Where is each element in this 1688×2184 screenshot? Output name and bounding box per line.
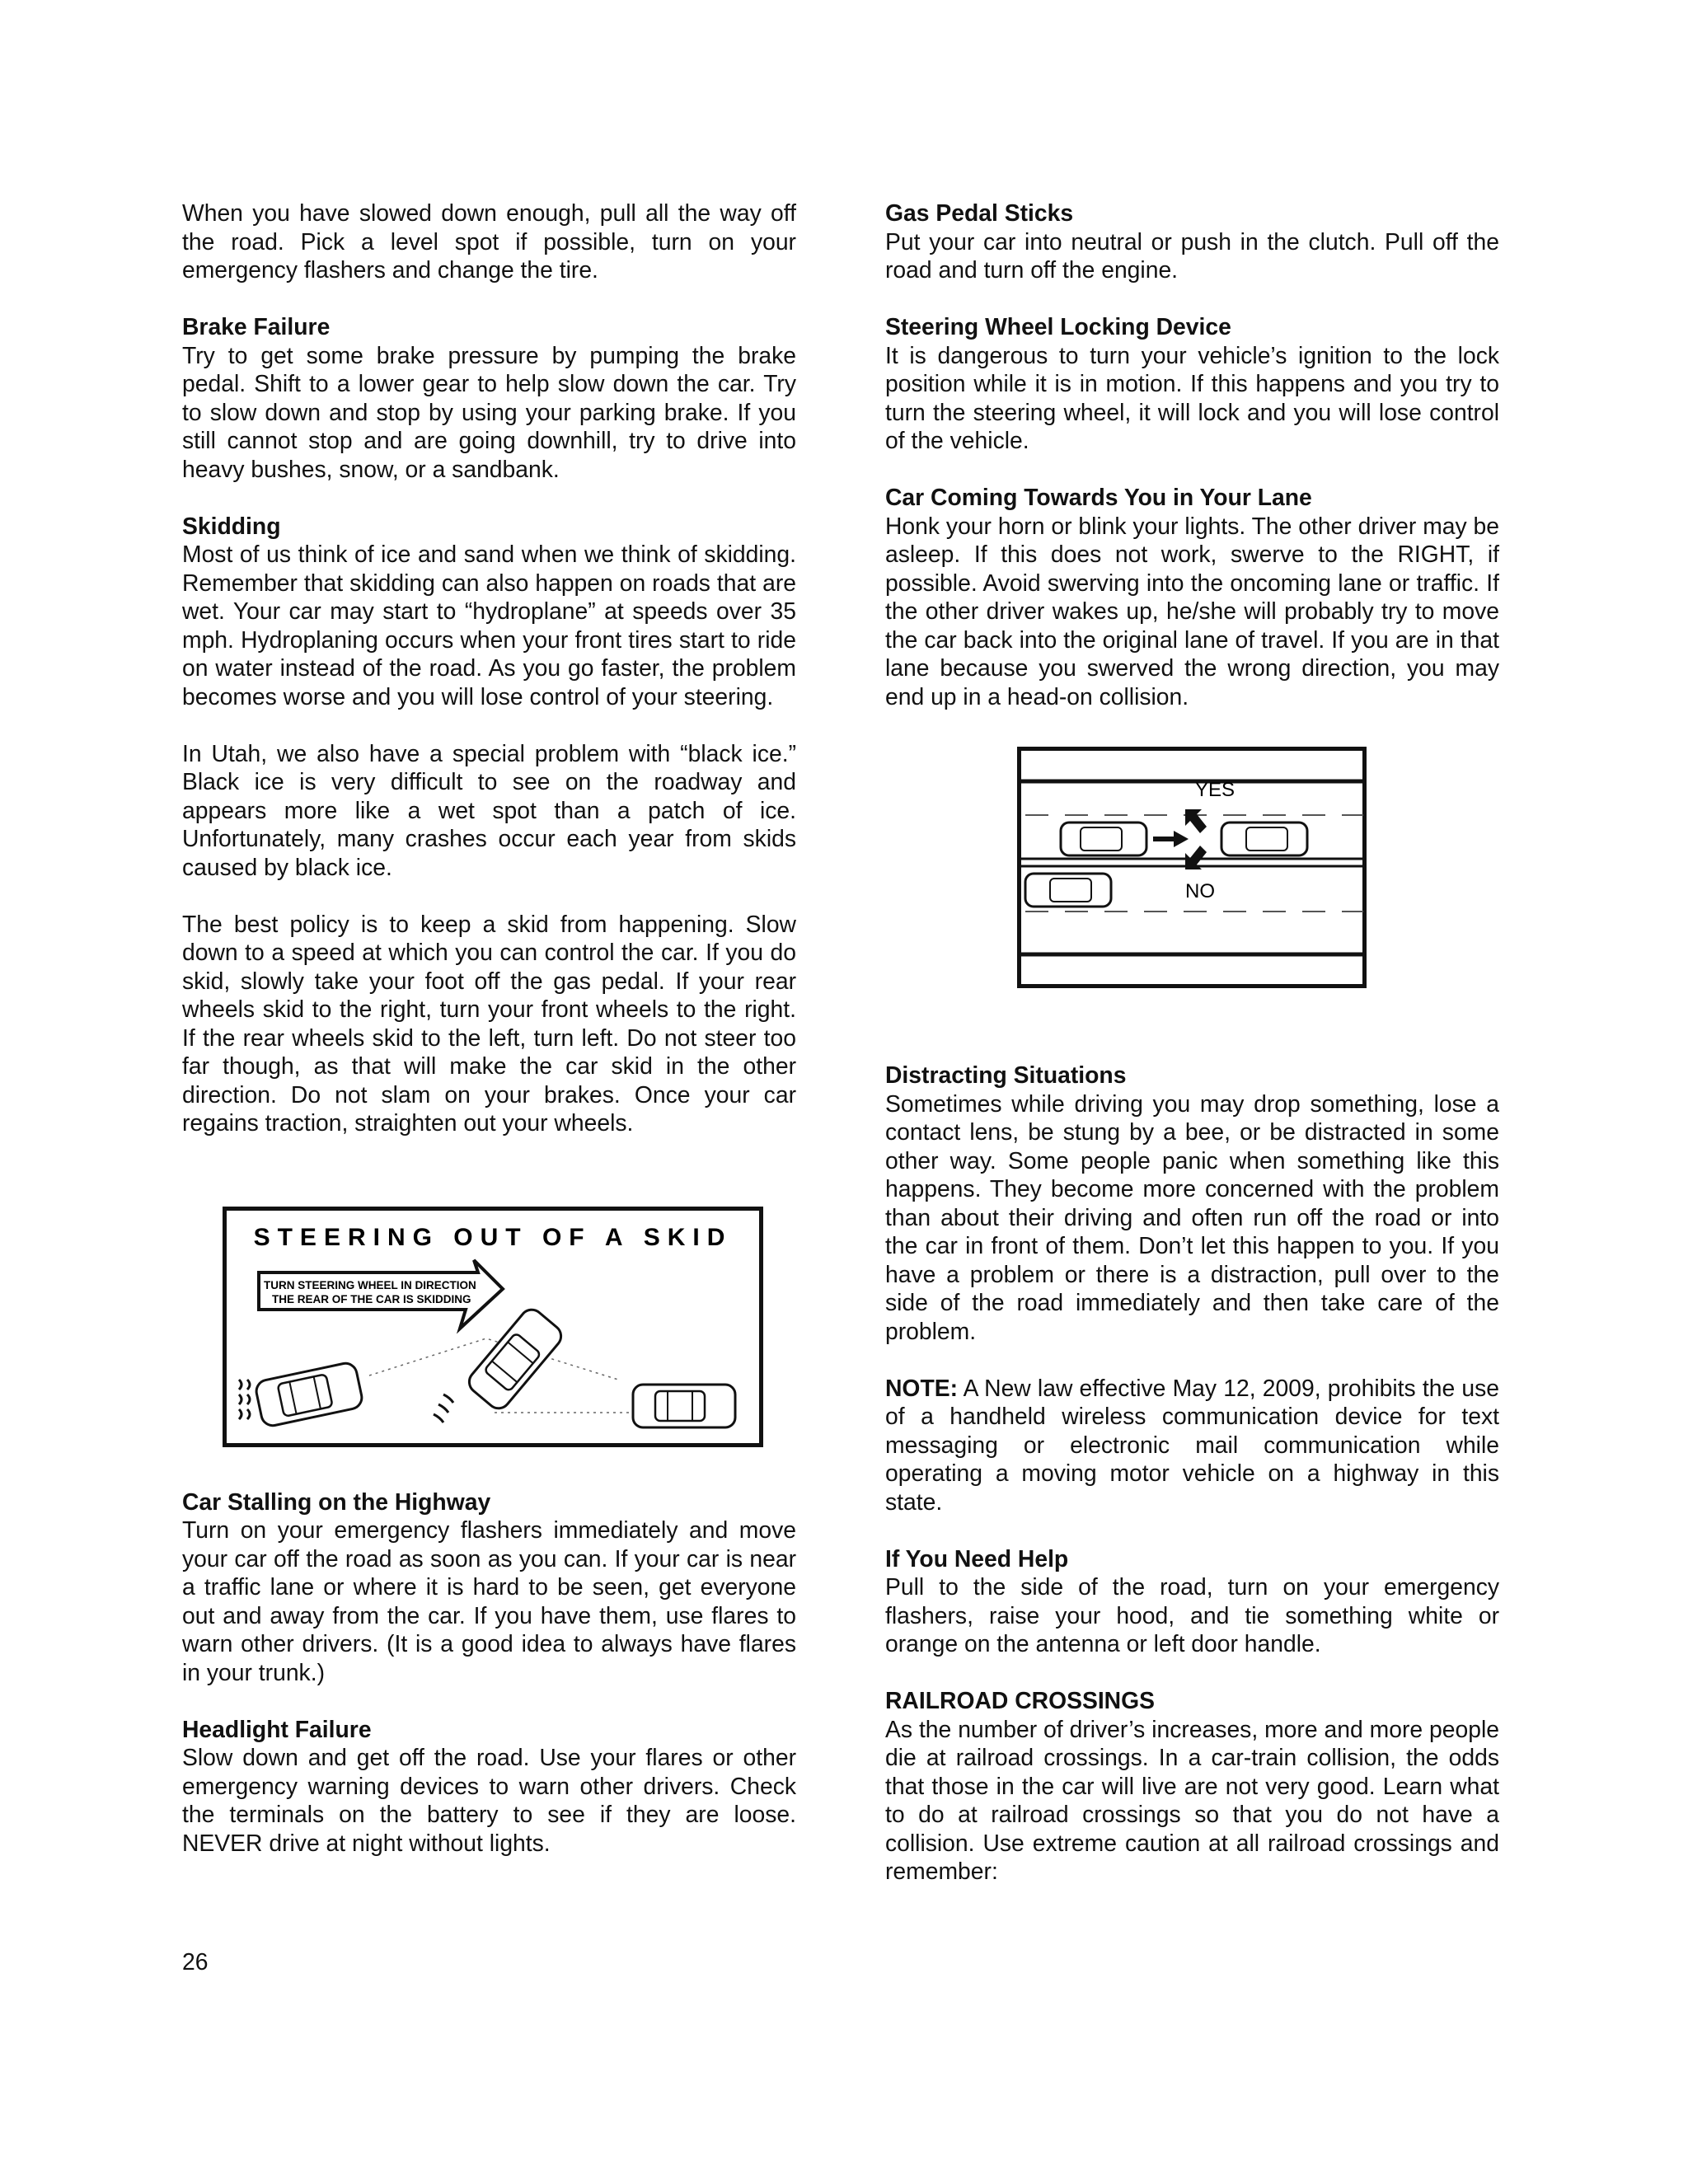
- oncoming-car-heading: Car Coming Towards You in Your Lane: [885, 484, 1312, 510]
- lane-figure-area: [885, 710, 1499, 1061]
- yes-label: YES: [1195, 779, 1236, 801]
- note-paragraph: [885, 1374, 1499, 1516]
- skidding-text-2: In Utah, we also have a special problem with “black ice.” Black ice is very difficult to see on the roadway and appears more like a wet spot than a patch of ice. Unfortunately, many crashes occur each year from skids caused by black ice.: [182, 739, 796, 880]
- steering-out-of-skid-figure: [223, 1207, 763, 1447]
- steering-lock-text: It is dangerous to turn your vehicle’s ignition to the lock position while it is in motion. If this happens and you try to turn the steering wheel, it will lock and you will lose control of the vehicle.: [885, 341, 1499, 453]
- headlight-failure-text: Slow down and get off the road. Use your flares or other emergency warning devices to warn other drivers. Check the terminals on the battery to see if they are loose. NEVER drive at night without lights.: [182, 1744, 796, 1856]
- brake-failure-text: Try to get some brake pressure by pumping the brake pedal. Shift to a lower gear to help slow down the car. Try to slow down and stop by using your parking brake. If you still cannot stop and are going downhill, try to drive into heavy bushes, snow, or a sandbank.: [182, 341, 796, 482]
- need-help-text: Pull to the side of the road, turn on your emergency flashers, raise your hood, and tie something white or orange on the antenna or left door handle.: [885, 1573, 1499, 1657]
- note-text: A New law effective May 12, 2009, prohibits the use of a handheld wireless communication device for text messaging or electronic mail communication while operating a moving motor vehicle on a highway in this state.: [885, 1374, 1499, 1515]
- other-lane-car-icon: [1025, 874, 1111, 907]
- steering-lock-heading: Steering Wheel Locking Device: [885, 313, 1231, 340]
- your-car-icon: [1061, 823, 1146, 855]
- no-label: NO: [1185, 880, 1215, 902]
- right-column: [885, 199, 1499, 1886]
- left-column: [182, 199, 796, 1857]
- oncoming-car-icon: [1221, 823, 1307, 855]
- need-help-heading: If You Need Help: [885, 1544, 1069, 1572]
- distracting-text: Sometimes while driving you may drop something, lose a contact lens, be stung by a bee, or be distracted in some other way. Some people panic when something like this happens. They become more concerned with the problem than about their driving and often run off the road or into the car in front of them. Don’t let this happen to you. If you have a problem or there is a distraction, pull over to the side of the road immediately and then take care of the problem.: [885, 1090, 1499, 1344]
- distracting-heading: Distracting Situations: [885, 1062, 1127, 1088]
- page-number: 26: [182, 1948, 209, 1975]
- oncoming-car-text: Honk your horn or blink your lights. The other driver may be asleep. If this does not work, swerve to the RIGHT, if possible. Avoid swerving into the oncoming lane or traffic. If the other driver wakes up, he/she will probably try to move the car back into the original lane of travel. If you are in that lane because you swerved the wrong direction, you may end up in a head-on collision.: [885, 512, 1499, 710]
- note-label: NOTE:: [885, 1374, 959, 1401]
- swerve-right-figure: [1017, 747, 1367, 988]
- car-stalling-heading: Car Stalling on the Highway: [182, 1488, 491, 1515]
- gas-pedal-text: Put your car into neutral or push in the clutch. Pull off the road and turn off the engine.: [885, 227, 1499, 283]
- recovered-car-icon: [633, 1385, 735, 1427]
- arrow-text-line-2: THE REAR OF THE CAR IS SKIDDING: [272, 1292, 471, 1305]
- headlight-failure-heading: Headlight Failure: [182, 1715, 372, 1742]
- car-stalling-text: Turn on your emergency flashers immediately and move your car off the road as soon as you can. If your car is near a traffic lane or where it is hard to be seen, get everyone out and away from the car. If you have them, use flares to warn other drivers. (It is a good idea to always have flares in your trunk.): [182, 1516, 796, 1685]
- gas-pedal-heading: Gas Pedal Sticks: [885, 199, 1074, 226]
- skidding-text-3: The best policy is to keep a skid from happening. Slow down to a speed at which you can control the car. If you do skid, slowly take your foot off the gas pedal. If your rear wheels skid to the right, turn your front wheels to the right. If the rear wheels skid to the left, turn left. Do not steer too far though, as that will make the car skid in the other direction. Do not slam on your brakes. Once your car regains traction, straighten out your wheels.: [182, 910, 796, 1136]
- intro-paragraph: When you have slowed down enough, pull all the way off the road. Pick a level spot if possible, turn on your emergency flashers and change the tire.: [182, 199, 796, 283]
- arrow-text-line-1: TURN STEERING WHEEL IN DIRECTION: [264, 1278, 476, 1291]
- brake-failure-heading: Brake Failure: [182, 313, 331, 340]
- skid-figure-title: STEERING OUT OF A SKID: [253, 1223, 733, 1251]
- railroad-heading: RAILROAD CROSSINGS: [885, 1687, 1156, 1713]
- skid-figure-area: [182, 1137, 796, 1488]
- railroad-text: As the number of driver’s increases, more and more people die at railroad crossings. In a car-train collision, the odds that those in the car will live are not very good. Learn what to do at railroad crossings so that you do not have a collision. Use extreme caution at all railroad crossings and remember:: [885, 1715, 1499, 1884]
- skidding-text-1: Most of us think of ice and sand when we think of skidding. Remember that skidding can also happen on roads that are wet. Your car may start to “hydroplane” at speeds over 35 mph. Hydroplaning occurs when your front tires start to ride on water instead of the road. As you go faster, the problem becomes worse and you will lose control of your steering.: [182, 541, 796, 710]
- skidding-heading: Skidding: [182, 512, 281, 539]
